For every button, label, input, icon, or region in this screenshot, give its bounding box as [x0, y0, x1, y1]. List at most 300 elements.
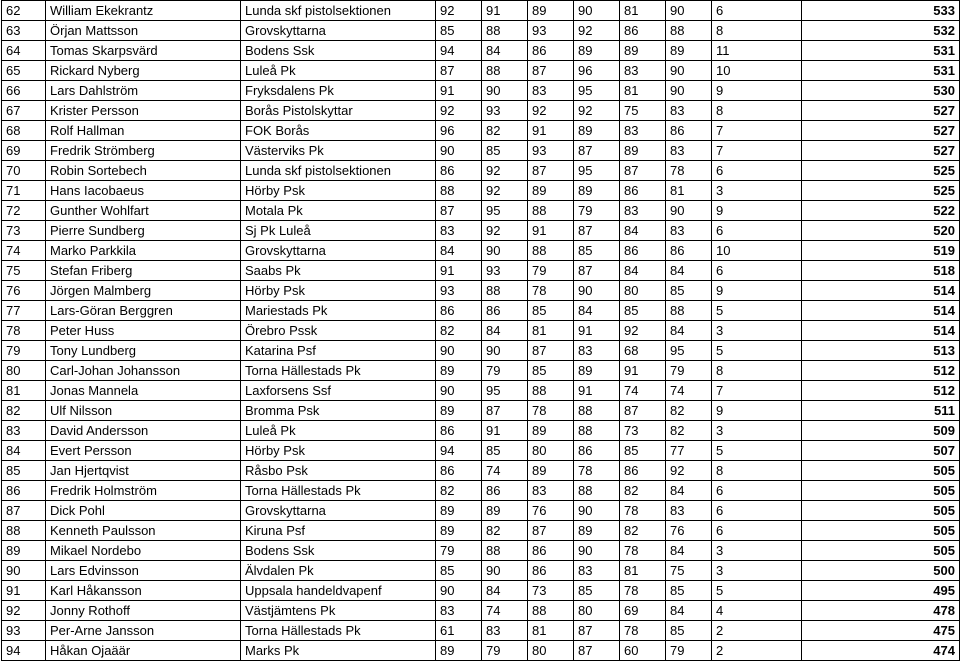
- series-4-score-cell: 89: [574, 361, 620, 381]
- club-cell: Bodens Ssk: [241, 541, 436, 561]
- series-4-score-cell: 95: [574, 81, 620, 101]
- series-1-score-cell: 85: [436, 561, 482, 581]
- series-4-score-cell: 90: [574, 501, 620, 521]
- series-2-score-cell: 92: [482, 221, 528, 241]
- inner-tens-cell: 8: [712, 101, 802, 121]
- series-4-score-cell: 78: [574, 461, 620, 481]
- club-cell: Västerviks Pk: [241, 141, 436, 161]
- series-1-score-cell: 87: [436, 61, 482, 81]
- table-row: [2, 101, 960, 121]
- rank-cell: 80: [2, 361, 46, 381]
- inner-tens-cell: 11: [712, 41, 802, 61]
- series-4-score-cell: 87: [574, 621, 620, 641]
- total-score-cell: 518: [802, 261, 960, 281]
- series-1-score-cell: 90: [436, 341, 482, 361]
- name-cell: Carl-Johan Johansson: [46, 361, 241, 381]
- series-3-score-cell: 88: [528, 381, 574, 401]
- rank-cell: 91: [2, 581, 46, 601]
- series-4-score-cell: 86: [574, 441, 620, 461]
- series-1-score-cell: 94: [436, 441, 482, 461]
- club-cell: Grovskyttarna: [241, 501, 436, 521]
- table-row: [2, 341, 960, 361]
- table-row: [2, 601, 960, 621]
- name-cell: Marko Parkkila: [46, 241, 241, 261]
- table-row: [2, 281, 960, 301]
- series-1-score-cell: 82: [436, 321, 482, 341]
- club-cell: Motala Pk: [241, 201, 436, 221]
- series-5-score-cell: 82: [620, 521, 666, 541]
- series-2-score-cell: 93: [482, 261, 528, 281]
- series-1-score-cell: 93: [436, 281, 482, 301]
- inner-tens-cell: 5: [712, 441, 802, 461]
- series-1-score-cell: 90: [436, 581, 482, 601]
- series-1-score-cell: 94: [436, 41, 482, 61]
- series-1-score-cell: 83: [436, 601, 482, 621]
- series-1-score-cell: 92: [436, 101, 482, 121]
- series-6-score-cell: 90: [666, 81, 712, 101]
- club-cell: Fryksdalens Pk: [241, 81, 436, 101]
- rank-cell: 86: [2, 481, 46, 501]
- series-2-score-cell: 86: [482, 481, 528, 501]
- total-score-cell: 530: [802, 81, 960, 101]
- series-2-score-cell: 79: [482, 641, 528, 661]
- name-cell: Tomas Skarpsvärd: [46, 41, 241, 61]
- table-row: [2, 621, 960, 641]
- series-4-score-cell: 88: [574, 481, 620, 501]
- total-score-cell: 519: [802, 241, 960, 261]
- series-2-score-cell: 82: [482, 521, 528, 541]
- rank-cell: 71: [2, 181, 46, 201]
- series-6-score-cell: 83: [666, 101, 712, 121]
- rank-cell: 82: [2, 401, 46, 421]
- club-cell: Luleå Pk: [241, 421, 436, 441]
- rank-cell: 65: [2, 61, 46, 81]
- name-cell: Lars Dahlström: [46, 81, 241, 101]
- inner-tens-cell: 7: [712, 121, 802, 141]
- series-5-score-cell: 69: [620, 601, 666, 621]
- rank-cell: 77: [2, 301, 46, 321]
- series-5-score-cell: 87: [620, 401, 666, 421]
- table-row: [2, 401, 960, 421]
- series-3-score-cell: 78: [528, 281, 574, 301]
- club-cell: Kiruna Psf: [241, 521, 436, 541]
- series-4-score-cell: 88: [574, 421, 620, 441]
- rank-cell: 90: [2, 561, 46, 581]
- series-4-score-cell: 90: [574, 1, 620, 21]
- series-3-score-cell: 80: [528, 641, 574, 661]
- series-5-score-cell: 75: [620, 101, 666, 121]
- series-4-score-cell: 91: [574, 321, 620, 341]
- club-cell: Mariestads Pk: [241, 301, 436, 321]
- series-3-score-cell: 87: [528, 341, 574, 361]
- series-1-score-cell: 89: [436, 641, 482, 661]
- series-3-score-cell: 91: [528, 121, 574, 141]
- series-4-score-cell: 88: [574, 401, 620, 421]
- table-row: [2, 21, 960, 41]
- series-2-score-cell: 84: [482, 581, 528, 601]
- series-6-score-cell: 85: [666, 281, 712, 301]
- club-cell: Lunda skf pistolsektionen: [241, 1, 436, 21]
- name-cell: Jörgen Malmberg: [46, 281, 241, 301]
- series-1-score-cell: 83: [436, 221, 482, 241]
- series-1-score-cell: 86: [436, 161, 482, 181]
- series-6-score-cell: 89: [666, 41, 712, 61]
- series-6-score-cell: 83: [666, 221, 712, 241]
- name-cell: Evert Persson: [46, 441, 241, 461]
- table-row: [2, 161, 960, 181]
- series-2-score-cell: 85: [482, 141, 528, 161]
- series-4-score-cell: 90: [574, 281, 620, 301]
- series-1-score-cell: 86: [436, 461, 482, 481]
- total-score-cell: 525: [802, 181, 960, 201]
- table-row: [2, 261, 960, 281]
- series-4-score-cell: 80: [574, 601, 620, 621]
- inner-tens-cell: 6: [712, 1, 802, 21]
- series-3-score-cell: 85: [528, 301, 574, 321]
- club-cell: Uppsala handeldvapenf: [241, 581, 436, 601]
- series-4-score-cell: 92: [574, 21, 620, 41]
- total-score-cell: 495: [802, 581, 960, 601]
- name-cell: Rickard Nyberg: [46, 61, 241, 81]
- name-cell: Fredrik Strömberg: [46, 141, 241, 161]
- name-cell: Per-Arne Jansson: [46, 621, 241, 641]
- series-5-score-cell: 78: [620, 541, 666, 561]
- club-cell: Grovskyttarna: [241, 21, 436, 41]
- rank-cell: 62: [2, 1, 46, 21]
- series-1-score-cell: 86: [436, 421, 482, 441]
- inner-tens-cell: 2: [712, 641, 802, 661]
- rank-cell: 89: [2, 541, 46, 561]
- series-5-score-cell: 87: [620, 161, 666, 181]
- series-6-score-cell: 78: [666, 161, 712, 181]
- series-5-score-cell: 92: [620, 321, 666, 341]
- series-1-score-cell: 91: [436, 261, 482, 281]
- club-cell: Marks Pk: [241, 641, 436, 661]
- inner-tens-cell: 9: [712, 281, 802, 301]
- series-4-score-cell: 95: [574, 161, 620, 181]
- inner-tens-cell: 4: [712, 601, 802, 621]
- rank-cell: 79: [2, 341, 46, 361]
- series-5-score-cell: 83: [620, 201, 666, 221]
- club-cell: Torna Hällestads Pk: [241, 361, 436, 381]
- name-cell: Mikael Nordebo: [46, 541, 241, 561]
- inner-tens-cell: 5: [712, 581, 802, 601]
- series-6-score-cell: 77: [666, 441, 712, 461]
- series-2-score-cell: 95: [482, 201, 528, 221]
- club-cell: Örebro Pssk: [241, 321, 436, 341]
- series-4-score-cell: 87: [574, 141, 620, 161]
- series-6-score-cell: 74: [666, 381, 712, 401]
- series-3-score-cell: 76: [528, 501, 574, 521]
- series-4-score-cell: 83: [574, 341, 620, 361]
- series-3-score-cell: 88: [528, 201, 574, 221]
- series-1-score-cell: 90: [436, 381, 482, 401]
- series-5-score-cell: 80: [620, 281, 666, 301]
- rank-cell: 70: [2, 161, 46, 181]
- inner-tens-cell: 9: [712, 201, 802, 221]
- series-4-score-cell: 89: [574, 121, 620, 141]
- club-cell: Bodens Ssk: [241, 41, 436, 61]
- total-score-cell: 509: [802, 421, 960, 441]
- series-6-score-cell: 79: [666, 641, 712, 661]
- series-5-score-cell: 78: [620, 581, 666, 601]
- series-3-score-cell: 81: [528, 621, 574, 641]
- total-score-cell: 505: [802, 481, 960, 501]
- series-3-score-cell: 86: [528, 541, 574, 561]
- total-score-cell: 522: [802, 201, 960, 221]
- rank-cell: 72: [2, 201, 46, 221]
- table-row: [2, 321, 960, 341]
- series-3-score-cell: 78: [528, 401, 574, 421]
- table-row: [2, 221, 960, 241]
- series-3-score-cell: 81: [528, 321, 574, 341]
- series-1-score-cell: 96: [436, 121, 482, 141]
- club-cell: Borås Pistolskyttar: [241, 101, 436, 121]
- inner-tens-cell: 10: [712, 241, 802, 261]
- name-cell: Jonny Rothoff: [46, 601, 241, 621]
- rank-cell: 69: [2, 141, 46, 161]
- series-2-score-cell: 88: [482, 61, 528, 81]
- series-6-score-cell: 75: [666, 561, 712, 581]
- series-6-score-cell: 79: [666, 361, 712, 381]
- inner-tens-cell: 8: [712, 361, 802, 381]
- series-3-score-cell: 87: [528, 61, 574, 81]
- series-2-score-cell: 90: [482, 561, 528, 581]
- rank-cell: 68: [2, 121, 46, 141]
- series-6-score-cell: 84: [666, 601, 712, 621]
- series-6-score-cell: 83: [666, 501, 712, 521]
- club-cell: Hörby Psk: [241, 441, 436, 461]
- series-2-score-cell: 90: [482, 81, 528, 101]
- club-cell: Råsbo Psk: [241, 461, 436, 481]
- name-cell: Fredrik Holmström: [46, 481, 241, 501]
- series-1-score-cell: 90: [436, 141, 482, 161]
- inner-tens-cell: 5: [712, 301, 802, 321]
- series-1-score-cell: 84: [436, 241, 482, 261]
- series-1-score-cell: 92: [436, 1, 482, 21]
- total-score-cell: 531: [802, 61, 960, 81]
- series-2-score-cell: 91: [482, 421, 528, 441]
- total-score-cell: 527: [802, 101, 960, 121]
- series-6-score-cell: 84: [666, 541, 712, 561]
- series-6-score-cell: 86: [666, 241, 712, 261]
- series-5-score-cell: 83: [620, 121, 666, 141]
- name-cell: Gunther Wohlfart: [46, 201, 241, 221]
- series-2-score-cell: 79: [482, 361, 528, 381]
- series-3-score-cell: 89: [528, 461, 574, 481]
- club-cell: Lunda skf pistolsektionen: [241, 161, 436, 181]
- rank-cell: 94: [2, 641, 46, 661]
- inner-tens-cell: 5: [712, 341, 802, 361]
- series-1-score-cell: 86: [436, 301, 482, 321]
- series-4-score-cell: 92: [574, 101, 620, 121]
- series-3-score-cell: 80: [528, 441, 574, 461]
- series-3-score-cell: 83: [528, 81, 574, 101]
- name-cell: Tony Lundberg: [46, 341, 241, 361]
- name-cell: Pierre Sundberg: [46, 221, 241, 241]
- rank-cell: 66: [2, 81, 46, 101]
- inner-tens-cell: 7: [712, 141, 802, 161]
- series-4-score-cell: 90: [574, 541, 620, 561]
- rank-cell: 92: [2, 601, 46, 621]
- name-cell: Håkan Ojaäär: [46, 641, 241, 661]
- name-cell: Rolf Hallman: [46, 121, 241, 141]
- total-score-cell: 532: [802, 21, 960, 41]
- name-cell: William Ekekrantz: [46, 1, 241, 21]
- series-2-score-cell: 88: [482, 281, 528, 301]
- table-row: [2, 641, 960, 661]
- series-5-score-cell: 86: [620, 21, 666, 41]
- total-score-cell: 505: [802, 541, 960, 561]
- series-5-score-cell: 86: [620, 461, 666, 481]
- club-cell: Västjämtens Pk: [241, 601, 436, 621]
- total-score-cell: 514: [802, 281, 960, 301]
- series-5-score-cell: 60: [620, 641, 666, 661]
- series-1-score-cell: 79: [436, 541, 482, 561]
- table-row: [2, 561, 960, 581]
- table-row: [2, 301, 960, 321]
- total-score-cell: 513: [802, 341, 960, 361]
- name-cell: Karl Håkansson: [46, 581, 241, 601]
- total-score-cell: 527: [802, 141, 960, 161]
- series-3-score-cell: 88: [528, 601, 574, 621]
- series-4-score-cell: 85: [574, 581, 620, 601]
- series-6-score-cell: 76: [666, 521, 712, 541]
- series-3-score-cell: 79: [528, 261, 574, 281]
- table-row: [2, 481, 960, 501]
- club-cell: Saabs Pk: [241, 261, 436, 281]
- inner-tens-cell: 9: [712, 81, 802, 101]
- series-3-score-cell: 92: [528, 101, 574, 121]
- rank-cell: 84: [2, 441, 46, 461]
- table-row: [2, 541, 960, 561]
- series-5-score-cell: 83: [620, 61, 666, 81]
- series-4-score-cell: 89: [574, 521, 620, 541]
- rank-cell: 67: [2, 101, 46, 121]
- series-5-score-cell: 73: [620, 421, 666, 441]
- name-cell: Örjan Mattsson: [46, 21, 241, 41]
- table-row: [2, 421, 960, 441]
- series-3-score-cell: 85: [528, 361, 574, 381]
- table-row: [2, 201, 960, 221]
- club-cell: Torna Hällestads Pk: [241, 621, 436, 641]
- series-5-score-cell: 78: [620, 501, 666, 521]
- series-5-score-cell: 84: [620, 261, 666, 281]
- series-4-score-cell: 85: [574, 241, 620, 261]
- series-6-score-cell: 84: [666, 261, 712, 281]
- inner-tens-cell: 10: [712, 61, 802, 81]
- series-5-score-cell: 85: [620, 301, 666, 321]
- series-5-score-cell: 89: [620, 41, 666, 61]
- inner-tens-cell: 8: [712, 461, 802, 481]
- series-1-score-cell: 87: [436, 201, 482, 221]
- name-cell: David Andersson: [46, 421, 241, 441]
- series-6-score-cell: 82: [666, 421, 712, 441]
- series-4-score-cell: 87: [574, 641, 620, 661]
- series-6-score-cell: 88: [666, 301, 712, 321]
- total-score-cell: 512: [802, 381, 960, 401]
- inner-tens-cell: 8: [712, 21, 802, 41]
- total-score-cell: 507: [802, 441, 960, 461]
- table-row: [2, 181, 960, 201]
- series-5-score-cell: 81: [620, 81, 666, 101]
- total-score-cell: 527: [802, 121, 960, 141]
- club-cell: Bromma Psk: [241, 401, 436, 421]
- series-5-score-cell: 81: [620, 1, 666, 21]
- inner-tens-cell: 9: [712, 401, 802, 421]
- series-3-score-cell: 86: [528, 561, 574, 581]
- name-cell: Hans Iacobaeus: [46, 181, 241, 201]
- total-score-cell: 514: [802, 301, 960, 321]
- inner-tens-cell: 3: [712, 181, 802, 201]
- table-row: [2, 81, 960, 101]
- series-4-score-cell: 89: [574, 41, 620, 61]
- name-cell: Ulf Nilsson: [46, 401, 241, 421]
- table-row: [2, 461, 960, 481]
- series-1-score-cell: 89: [436, 401, 482, 421]
- total-score-cell: 531: [802, 41, 960, 61]
- name-cell: Lars-Göran Berggren: [46, 301, 241, 321]
- total-score-cell: 505: [802, 521, 960, 541]
- series-6-score-cell: 92: [666, 461, 712, 481]
- table-row: [2, 581, 960, 601]
- total-score-cell: 511: [802, 401, 960, 421]
- inner-tens-cell: 6: [712, 501, 802, 521]
- series-1-score-cell: 89: [436, 501, 482, 521]
- club-cell: Luleå Pk: [241, 61, 436, 81]
- club-cell: Hörby Psk: [241, 281, 436, 301]
- name-cell: Jonas Mannela: [46, 381, 241, 401]
- series-3-score-cell: 93: [528, 141, 574, 161]
- series-5-score-cell: 84: [620, 221, 666, 241]
- series-2-score-cell: 91: [482, 1, 528, 21]
- club-cell: Älvdalen Pk: [241, 561, 436, 581]
- name-cell: Lars Edvinsson: [46, 561, 241, 581]
- series-4-score-cell: 84: [574, 301, 620, 321]
- series-6-score-cell: 90: [666, 61, 712, 81]
- total-score-cell: 525: [802, 161, 960, 181]
- name-cell: Krister Persson: [46, 101, 241, 121]
- total-score-cell: 505: [802, 501, 960, 521]
- total-score-cell: 520: [802, 221, 960, 241]
- rank-cell: 83: [2, 421, 46, 441]
- series-3-score-cell: 93: [528, 21, 574, 41]
- total-score-cell: 512: [802, 361, 960, 381]
- series-6-score-cell: 82: [666, 401, 712, 421]
- series-1-score-cell: 89: [436, 521, 482, 541]
- table-row: [2, 381, 960, 401]
- series-3-score-cell: 89: [528, 1, 574, 21]
- club-cell: Hörby Psk: [241, 181, 436, 201]
- series-6-score-cell: 81: [666, 181, 712, 201]
- rank-cell: 78: [2, 321, 46, 341]
- total-score-cell: 475: [802, 621, 960, 641]
- series-6-score-cell: 86: [666, 121, 712, 141]
- series-2-score-cell: 74: [482, 461, 528, 481]
- table-row: [2, 121, 960, 141]
- series-1-score-cell: 91: [436, 81, 482, 101]
- series-5-score-cell: 68: [620, 341, 666, 361]
- total-score-cell: 474: [802, 641, 960, 661]
- table-row: [2, 1, 960, 21]
- total-score-cell: 533: [802, 1, 960, 21]
- series-3-score-cell: 73: [528, 581, 574, 601]
- table-row: [2, 501, 960, 521]
- rank-cell: 93: [2, 621, 46, 641]
- inner-tens-cell: 6: [712, 161, 802, 181]
- series-6-score-cell: 90: [666, 201, 712, 221]
- results-table: [1, 0, 960, 661]
